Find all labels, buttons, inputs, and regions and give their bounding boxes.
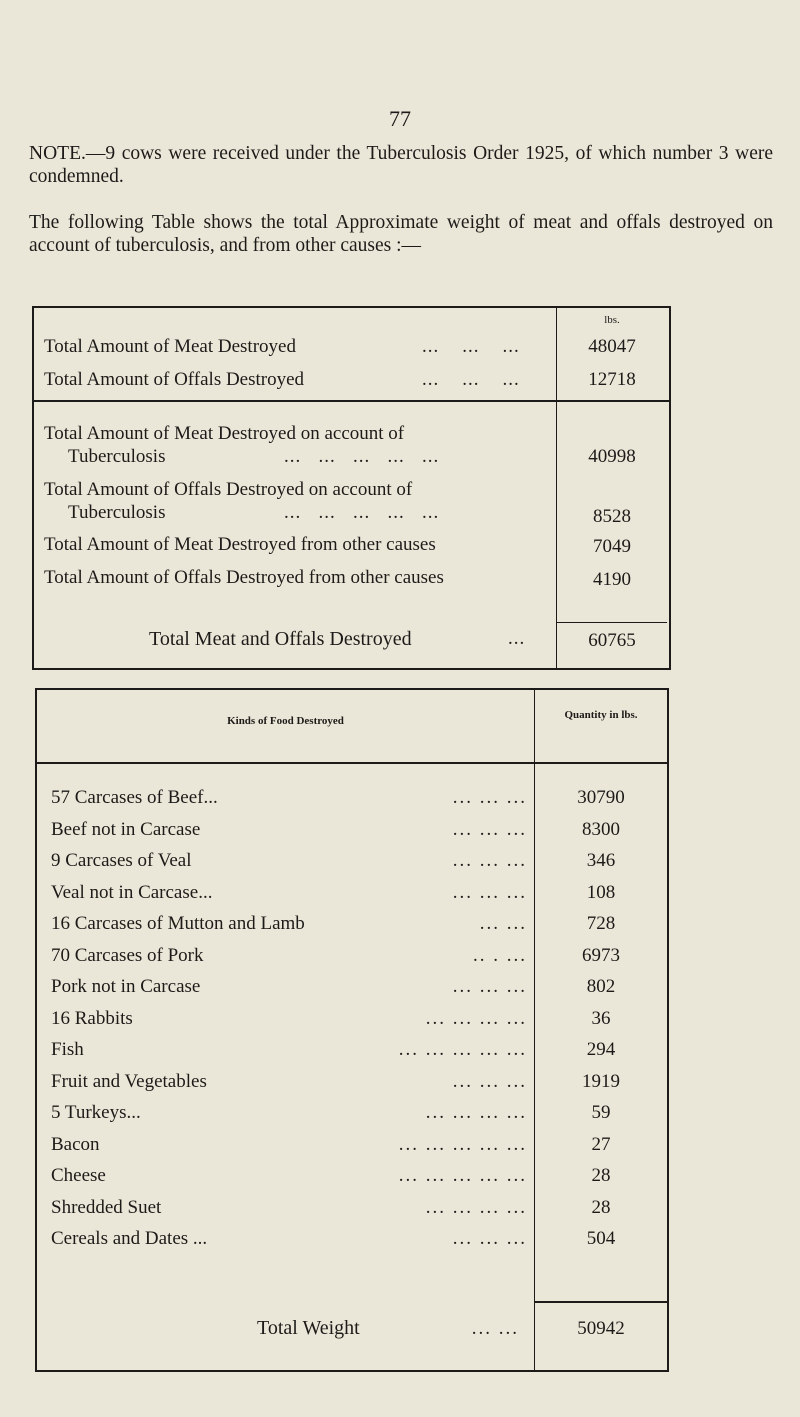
meat-tb-label: Total Amount of Meat Destroyed on account of [44,423,405,444]
food-quantity: 59 [591,1102,611,1123]
food-quantity: 6973 [582,944,620,966]
meat-destroyed-label: Total Amount of Meat Destroyed [44,336,296,357]
leader-dots: ... ... ... [452,976,527,997]
section-divider [34,400,669,402]
leader-dots: ... ... [479,913,527,934]
leader-dots: ... ... ... [452,1070,527,1092]
food-quantity: 108 [586,881,616,903]
table-row [37,816,667,843]
meat-destroyed-value: 48047 [588,336,636,357]
food-quantity: 8300 [582,818,620,840]
table-row [37,1131,667,1158]
total-weight-value: 50942 [577,1318,625,1339]
table-row [37,1068,667,1095]
meat-tb-label-cont: Tuberculosis [68,446,166,467]
intro-paragraph: The following Table shows the total Approximate weight of meat and offals destroyed on account of tuberculosis, and from other causes :— [29,212,773,256]
offals-other-label: Total Amount of Offals Destroyed from other causes [44,567,444,588]
food-label: 70 Carcases of Pork [51,944,204,966]
table-row [37,973,667,1000]
food-label: Veal not in Carcase... [51,881,213,903]
food-label: 9 Carcases of Veal [51,850,192,871]
leader-dots: ... ... ... ... ... [398,1133,527,1155]
table-row [37,784,667,811]
offals-tb-label-cont: Tuberculosis [68,502,166,523]
page-number: 77 [389,106,411,131]
leader-dots: ... ... ... [452,1228,527,1249]
total-meat-offals-value: 60765 [588,630,636,651]
table-row [37,847,667,874]
table-row [37,1194,667,1221]
note-paragraph: NOTE.—9 cows were received under the Tuberculosis Order 1925, of which number 3 were condemned. [29,143,773,187]
offals-destroyed-label: Total Amount of Offals Destroyed [44,369,305,390]
column-divider [556,308,557,668]
leader-dots: ... ... ... [422,369,520,390]
total-rule [557,622,667,623]
food-label: 16 Carcases of Mutton and Lamb [51,913,305,934]
food-label: Bacon [51,1133,100,1155]
total-weight-label: Total Weight [257,1317,360,1339]
food-quantity: 30790 [577,787,625,808]
leader-dots: ... ... ... [422,336,520,357]
food-label: Cereals and Dates ... [51,1228,208,1249]
food-label: Fruit and Vegetables [51,1070,207,1092]
table-row [37,1036,667,1063]
leader-dots: .. . ... [473,944,527,966]
leader-dots: ... ... ... ... [425,1007,527,1029]
food-quantity: 346 [586,850,616,871]
offals-tb-label: Total Amount of Offals Destroyed on account of [44,479,413,500]
leader-dots: ... ... ... ... [425,1196,527,1218]
food-quantity: 294 [586,1039,616,1060]
food-label: 57 Carcases of Beef... [51,787,218,808]
leader-dots: ... ... ... [452,787,527,808]
table-row [37,1005,667,1032]
offals-destroyed-value: 12718 [588,369,636,390]
meat-tb-value: 40998 [588,446,636,467]
summary-table [32,306,671,670]
header-kind: Kinds of Food Destroyed [227,715,344,727]
leader-dots: ... ... ... ... ... [398,1165,527,1186]
food-quantity: 728 [586,913,616,934]
units-label: lbs. [604,314,620,326]
table-row [37,1099,667,1126]
header-divider [37,762,667,764]
food-label: Fish [51,1039,84,1060]
food-quantity: 27 [591,1133,611,1155]
food-label: Cheese [51,1165,106,1186]
meat-other-label: Total Amount of Meat Destroyed from other causes [44,534,436,555]
food-quantity: 504 [586,1228,616,1249]
table-row [37,1162,667,1189]
leader-dots: ... ... [471,1318,519,1339]
leader-dots: ... [508,628,526,649]
food-quantity: 1919 [582,1070,620,1092]
leader-dots: ... ... ... ... [425,1102,527,1123]
leader-dots: ... ... ... ... ... [284,502,440,523]
food-quantity: 802 [586,976,616,997]
food-label: 5 Turkeys... [51,1102,141,1123]
table-row [37,942,667,969]
leader-dots: ... ... ... ... ... [284,446,440,467]
food-quantity: 28 [591,1165,611,1186]
food-table [35,688,669,1372]
food-label: Shredded Suet [51,1196,162,1218]
leader-dots: ... ... ... [452,881,527,903]
food-quantity: 28 [591,1196,611,1218]
leader-dots: ... ... ... [452,850,527,871]
leader-dots: ... ... ... ... ... [398,1039,527,1060]
meat-other-value: 7049 [593,536,631,557]
leader-dots: ... ... ... [452,818,527,840]
table-row [37,1225,667,1252]
header-quantity: Quantity in lbs. [564,709,638,721]
table-row [37,879,667,906]
table-row [37,910,667,937]
offals-other-value: 4190 [593,569,631,590]
food-label: Beef not in Carcase [51,818,201,840]
food-quantity: 36 [591,1007,611,1029]
total-meat-offals-label: Total Meat and Offals Destroyed [149,628,412,650]
food-label: Pork not in Carcase [51,976,201,997]
food-label: 16 Rabbits [51,1007,133,1029]
total-rule [535,1301,667,1303]
offals-tb-value: 8528 [593,506,631,527]
